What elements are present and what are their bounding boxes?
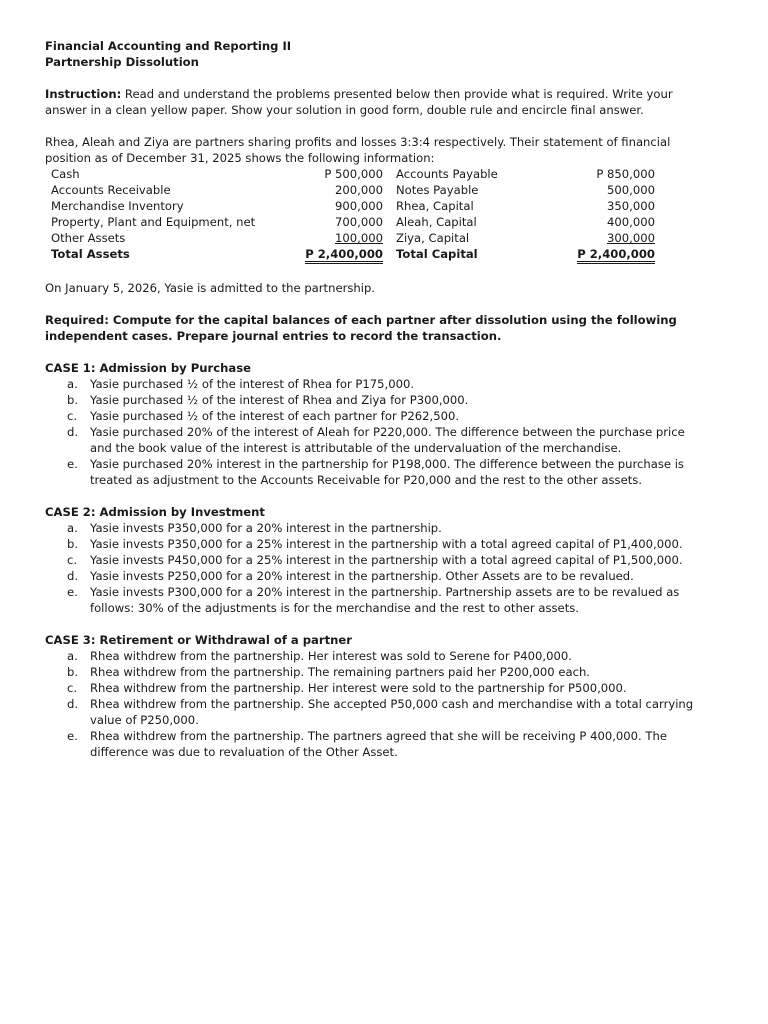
- case-item: [45, 392, 725, 408]
- case-item-label: e.: [67, 585, 78, 599]
- case-item-text: value of P250,000.: [90, 713, 199, 727]
- statement-row: [51, 230, 655, 246]
- case-item-text: Rhea withdrew from the partnership. She accepted P50,000 cash and merchandise with a total carrying: [90, 697, 694, 711]
- case-item-label: c.: [67, 409, 78, 423]
- equity-name: Ziya, Capital: [396, 231, 470, 245]
- asset-name: Property, Plant and Equipment, net: [51, 215, 256, 229]
- statement-row: [51, 198, 655, 214]
- case-item: [45, 520, 725, 536]
- asset-name: Merchandise Inventory: [51, 199, 184, 213]
- cases-section: [45, 360, 725, 760]
- case-title: CASE 1: Admission by Purchase: [45, 361, 251, 375]
- case-item-text: Yasie invests P300,000 for a 20% interest in the partnership. Partnership assets are to be revalued as: [90, 585, 680, 599]
- required-line-2: independent cases. Prepare journal entries to record the transaction.: [45, 329, 502, 343]
- case-item-text: Yasie purchased ½ of the interest of each partner for P262,500.: [90, 409, 460, 423]
- case-items: [45, 376, 725, 488]
- asset-name: Accounts Receivable: [51, 183, 171, 197]
- case-item: [45, 696, 725, 728]
- equity-value: 300,000: [607, 231, 655, 245]
- case-item-text: Rhea withdrew from the partnership. The partners agreed that she will be receiving P 400,000. The: [90, 729, 667, 743]
- case-item-label: d.: [67, 425, 79, 439]
- asset-name: Cash: [51, 167, 80, 181]
- asset-value: 700,000: [335, 215, 383, 229]
- case-item-text: Yasie invests P250,000 for a 20% interest in the partnership. Other Assets are to be revalued.: [90, 569, 634, 583]
- asset-value: 100,000: [335, 231, 383, 245]
- case-item: [45, 568, 725, 584]
- asset-value: P 500,000: [324, 167, 383, 181]
- equity-value: 500,000: [607, 183, 655, 197]
- case-title: CASE 2: Admission by Investment: [45, 505, 265, 519]
- case-item: [45, 680, 725, 696]
- case-item: [45, 584, 725, 616]
- case-item: [45, 376, 725, 392]
- intro-paragraph: [45, 134, 725, 166]
- case-item-text: Yasie purchased ½ of the interest of Rhea for P175,000.: [90, 377, 415, 391]
- instruction-line-2: answer in a clean yellow paper. Show your solution in good form, double rule and encircle final answer.: [45, 103, 644, 117]
- case-item-label: e.: [67, 457, 78, 471]
- case-2: [45, 504, 725, 616]
- equity-value: P 850,000: [596, 167, 655, 181]
- equity-value: 400,000: [607, 215, 655, 229]
- case-item-text: follows: 30% of the adjustments is for the merchandise and the rest to other assets.: [90, 601, 579, 615]
- required-paragraph: [45, 312, 725, 344]
- case-item: [45, 648, 725, 664]
- course-title: Financial Accounting and Reporting II: [45, 39, 292, 53]
- case-item: [45, 664, 725, 680]
- case-item-label: a.: [67, 521, 78, 535]
- case-item-label: c.: [67, 681, 78, 695]
- case-item: [45, 424, 725, 456]
- total-capital-label: Total Capital: [396, 247, 478, 261]
- case-item-text: Yasie purchased 20% of the interest of Aleah for P220,000. The difference between the purchase price: [90, 425, 685, 439]
- asset-name: Other Assets: [51, 231, 126, 245]
- instruction-paragraph: [45, 86, 725, 118]
- intro-line-1: Rhea, Aleah and Ziya are partners sharing profits and losses 3:3:4 respectively. Their statement of financial: [45, 135, 671, 149]
- case-item-label: b.: [67, 537, 79, 551]
- case-item-label: b.: [67, 393, 79, 407]
- asset-value: 200,000: [335, 183, 383, 197]
- case-item: [45, 536, 725, 552]
- case-item-text: Yasie invests P450,000 for a 25% interest in the partnership with a total agreed capital of P1,500,000.: [90, 553, 683, 567]
- statement-row: [51, 166, 655, 182]
- case-item-text: Yasie purchased ½ of the interest of Rhea and Ziya for P300,000.: [90, 393, 469, 407]
- case-item-label: b.: [67, 665, 79, 679]
- case-item-label: d.: [67, 697, 79, 711]
- case-item-text: treated as adjustment to the Accounts Receivable for P20,000 and the rest to the other assets.: [90, 473, 642, 487]
- case-item-text: Rhea withdrew from the partnership. Her interest was sold to Serene for P400,000.: [90, 649, 572, 663]
- case-1: [45, 360, 725, 488]
- equity-value: 350,000: [607, 199, 655, 213]
- equity-name: Accounts Payable: [396, 167, 498, 181]
- intro-line-2: position as of December 31, 2025 shows the following information:: [45, 151, 435, 165]
- statement-row: [51, 214, 655, 230]
- asset-value: 900,000: [335, 199, 383, 213]
- total-assets-value: P 2,400,000: [305, 248, 383, 264]
- case-item-label: d.: [67, 569, 79, 583]
- case-item-label: e.: [67, 729, 78, 743]
- admission-note: On January 5, 2026, Yasie is admitted to the partnership.: [45, 281, 375, 295]
- instruction-label: Instruction:: [45, 87, 122, 101]
- equity-name: Aleah, Capital: [396, 215, 477, 229]
- statement-row: [51, 182, 655, 198]
- equity-name: Notes Payable: [396, 183, 479, 197]
- case-items: [45, 520, 725, 616]
- case-item-text: Rhea withdrew from the partnership. The remaining partners paid her P200,000 each.: [90, 665, 590, 679]
- case-item-label: c.: [67, 553, 78, 567]
- case-item-text: Yasie purchased 20% interest in the partnership for P198,000. The difference between the purchase is: [90, 457, 684, 471]
- instruction-line-1: Read and understand the problems presented below then provide what is required. Write your: [121, 87, 673, 101]
- case-item: [45, 408, 725, 424]
- case-items: [45, 648, 725, 760]
- case-item-label: a.: [67, 377, 78, 391]
- case-item-text: Rhea withdrew from the partnership. Her interest were sold to the partnership for P500,000.: [90, 681, 627, 695]
- case-title: CASE 3: Retirement or Withdrawal of a partner: [45, 633, 352, 647]
- case-3: [45, 632, 725, 760]
- case-item-text: Yasie invests P350,000 for a 20% interest in the partnership.: [90, 521, 442, 535]
- case-item: [45, 728, 725, 760]
- case-item: [45, 456, 725, 488]
- financial-position-table: [51, 166, 655, 264]
- equity-name: Rhea, Capital: [396, 199, 474, 213]
- case-item: [45, 552, 725, 568]
- document-page: [45, 38, 725, 760]
- topic-title: Partnership Dissolution: [45, 55, 199, 69]
- required-line-1: Required: Compute for the capital balances of each partner after dissolution using the following: [45, 313, 677, 327]
- case-item-text: and the book value of the interest is attributable of the undervaluation of the merchandise.: [90, 441, 622, 455]
- case-item-text: Yasie invests P350,000 for a 25% interest in the partnership with a total agreed capital of P1,400,000.: [90, 537, 683, 551]
- case-item-label: a.: [67, 649, 78, 663]
- totals-row: [51, 246, 655, 264]
- case-item-text: difference was due to revaluation of the Other Asset.: [90, 745, 398, 759]
- total-assets-label: Total Assets: [51, 247, 130, 261]
- total-capital-value: P 2,400,000: [577, 248, 655, 264]
